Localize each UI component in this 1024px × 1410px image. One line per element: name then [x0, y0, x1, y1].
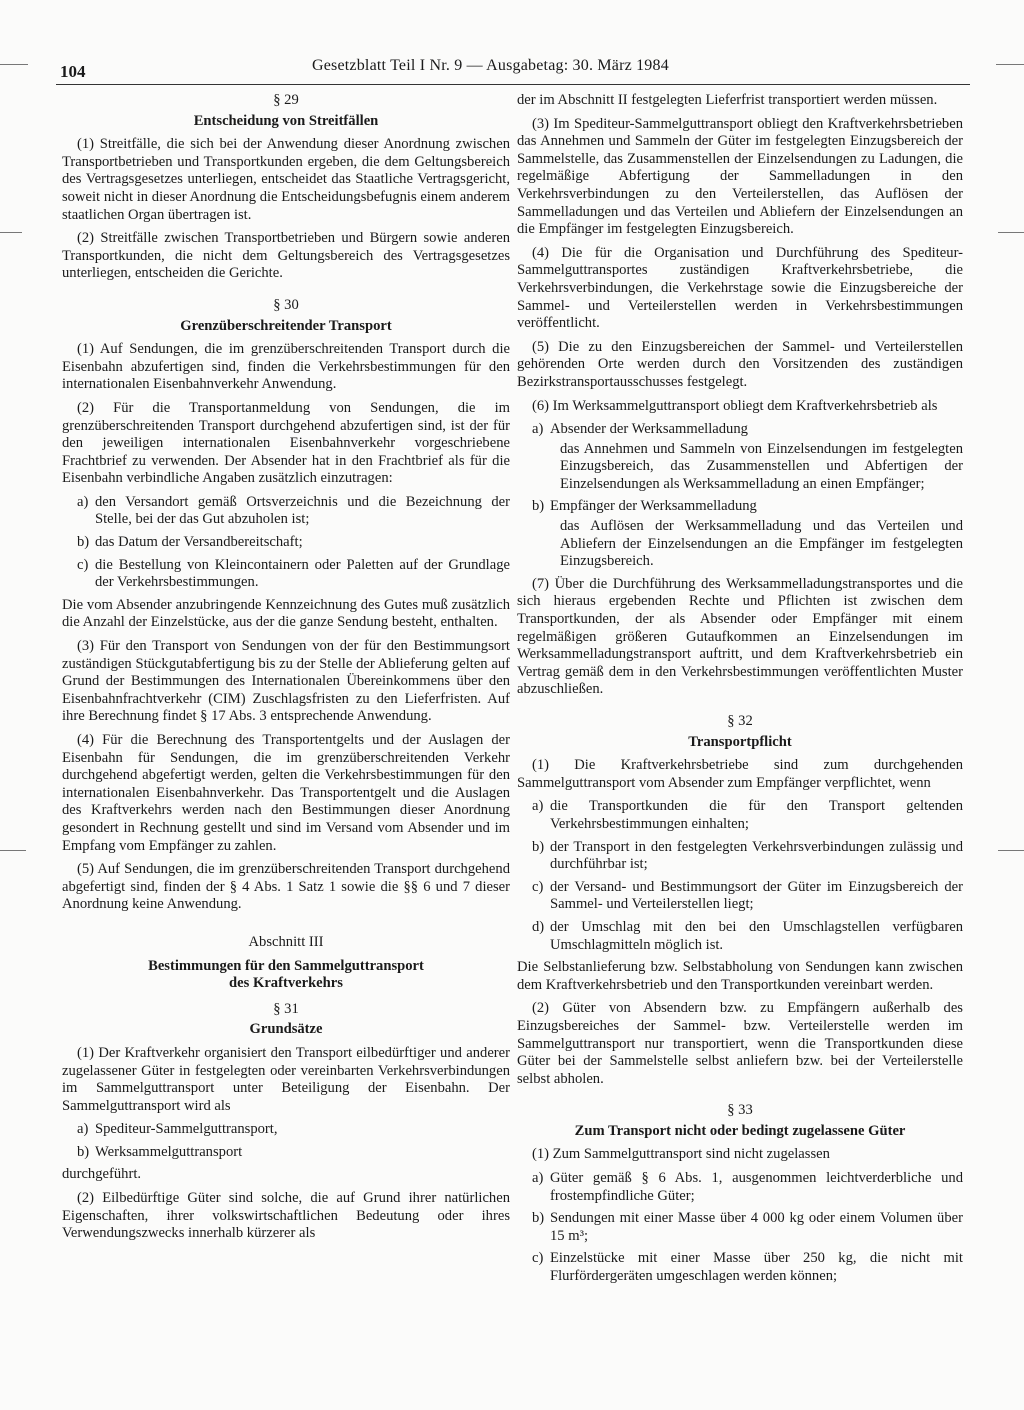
list-marker: b): [532, 1210, 545, 1227]
list-text: Werksammelguttransport: [95, 1143, 243, 1160]
list-text: die Bestellung von Kleincontainern oder Paletten auf der Grundlage der Verkehrsbestimmungen.: [95, 556, 510, 591]
scan-edge-mark: [998, 232, 1024, 233]
section-number: § 32: [727, 713, 753, 729]
list-marker: b): [77, 534, 90, 551]
list-item: [517, 1170, 963, 1205]
section-heading: Grundsätze: [249, 1021, 323, 1038]
section-heading: Zum Transport nicht oder bedingt zugelassene Güter: [574, 1122, 906, 1139]
section-number: § 29: [273, 92, 299, 108]
paragraph: (1) Die Kraftverkehrsbetriebe sind zum durchgehenden Sammelguttransport vom Absender zum Empfänger verpflichtet, wenn: [517, 757, 963, 791]
list-text: Sendungen mit einer Masse über 4 000 kg oder einem Volumen über 15 m³;: [550, 1210, 963, 1244]
section-number: § 33: [727, 1102, 753, 1119]
paragraph: (1) Der Kraftverkehr organisiert den Transport eilbedürftiger und anderer zugelassener Güter in festgelegten oder vereinbarten Verkehrsverbindungen im Sammelguttransport unter Beteiligung der Eisenbahn. Der Sammelguttransport wird als: [62, 1044, 510, 1114]
section-heading: Entscheidung von Streitfällen: [193, 112, 379, 129]
paragraph: (4) Die für die Organisation und Durchführung des Spediteur-Sammelguttransportes zuständigen Kraftverkehrsbetriebe, die Verkehrsverbindungen, die Verkehrstage sowie die Einzugsbereiche der Sammel- und Verteilerstellen werden in Verkehrsbestimmungen veröffentlicht.: [517, 244, 963, 332]
page-number: 104: [60, 62, 86, 81]
list-text: den Versandort gemäß Ortsverzeichnis und die Bezeichnung der Stelle, bei der das Gut abzuholen ist;: [95, 493, 510, 528]
list-marker: b): [532, 838, 545, 855]
list-item: [62, 1121, 510, 1139]
list-item: [517, 421, 963, 439]
list-item: [62, 1144, 510, 1162]
scan-edge-mark: [0, 64, 28, 65]
list-marker: b): [532, 498, 545, 515]
list-item: [62, 557, 510, 592]
list-marker: a): [532, 1170, 544, 1187]
scan-edge-mark: [996, 64, 1024, 65]
list-marker: c): [532, 1250, 544, 1267]
list-item: [517, 798, 963, 833]
list-item: [517, 1210, 963, 1245]
paragraph: (5) Die zu den Einzugsbereichen der Sammel- und Verteilerstellen gehörenden Orte werden durch den Vorsitzenden des zuständigen Bezirkstransportausschusses festgelegt.: [517, 338, 963, 390]
list-text: der Umschlag mit den bei den Umschlagstellen verfügbaren Umschlagmitteln möglich ist.: [550, 918, 963, 953]
paragraph: (4) Für die Berechnung des Transportentgelts und der Auslagen der Eisenbahn für Sendungen, die im grenzüberschreitenden Verkehr durchgehend abgefertigt werden, gelten die Verkehrsbestimmungen für den internationalen Eisenbahnverkehr. Das Transportentgelt und die Auslagen des Kraftverkehrs werden nach den Bestimmungen dieser Anordnung gesondert in Rechnung gestellt und sind im Versand vom Absender und im Empfang vom Empfänger zu zahlen.: [62, 732, 510, 854]
paragraph: (5) Auf Sendungen, die im grenzüberschreitenden Transport durchgehend abgefertigt sind, finden der § 4 Abs. 1 Satz 1 sowie die §§ 6 und 7 dieser Anordnung keine Anwendung.: [62, 861, 510, 913]
part-heading: des Kraftverkehrs: [229, 975, 343, 992]
section-heading: Grenzüberschreitender Transport: [180, 317, 392, 334]
section-number: § 30: [273, 296, 299, 313]
paragraph: (1) Streitfälle, die sich bei der Anwendung dieser Anordnung zwischen Transportbetrieben und Transportkunden ergeben, die dem Geltungsbereich des Vertragsgesetzes unterliegen, entscheidet das Staatliche Vertragsgericht, soweit nicht in dieser Anordnung die Entscheidungsbefugnis einem anderem staatlichen Organ übertragen ist.: [62, 136, 510, 223]
paragraph: (2) Güter von Absendern bzw. zu Empfängern außerhalb des Einzugsbereiches der Sammel- bzw. Verteilerstelle werden im Sammelguttransport nur transportiert, wenn die Transportkunden diese Güter bei der Sammelstelle selbst anliefern bzw. bei der Verteilerstelle selbst abholen.: [517, 1000, 963, 1087]
list-subtext: das Auflösen der Werksammelladung und das Verteilen und Abliefern der Einzelsendungen an die Empfänger im festgelegten Einzugsbereich.: [560, 518, 963, 570]
scan-edge-mark: [0, 232, 22, 233]
list-text: Einzelstücke mit einer Masse über 250 kg, die nicht mit Flurfördergeräten umgeschlagen werden können;: [550, 1250, 963, 1285]
list-text: Güter gemäß § 6 Abs. 1, ausgenommen leichtverderbliche und frostempfindliche Güter;: [550, 1170, 963, 1204]
paragraph: Die vom Absender anzubringende Kennzeichnung des Gutes muß zusätzlich die Anzahl der Einzelstücke, aus der die ganze Sendung besteht, enthalten.: [62, 596, 510, 631]
list-text: Empfänger der Werksammelladung: [550, 498, 757, 515]
scan-edge-mark: [0, 850, 26, 851]
list-text: der Versand- und Bestimmungsort der Güter im Einzugsbereich der Sammel- und Verteilerstellen liegt;: [550, 878, 963, 913]
paragraph: (6) Im Werksammelguttransport obliegt dem Kraftverkehrsbetrieb als: [532, 397, 938, 414]
section-number: § 31: [273, 1000, 299, 1017]
paragraph: durchgeführt.: [62, 1166, 142, 1183]
list-marker: c): [77, 556, 89, 573]
paragraph: der im Abschnitt II festgelegten Lieferfrist transportiert werden müssen.: [517, 92, 938, 108]
left-column: [62, 92, 510, 1249]
list-text: der Transport in den festgelegten Verkehrsverbindungen zulässig und durchführbar ist;: [550, 838, 963, 873]
list-item: [517, 498, 963, 516]
list-item: [517, 919, 963, 954]
list-marker: d): [532, 918, 545, 935]
list-text: Spediteur-Sammelguttransport,: [95, 1121, 278, 1138]
list-text: Absender der Werksammelladung: [550, 421, 748, 438]
list-marker: c): [532, 878, 544, 895]
list-text: die Transportkunden die für den Transport geltenden Verkehrsbestimmungen einhalten;: [550, 798, 963, 832]
paragraph: (1) Auf Sendungen, die im grenzüberschreitenden Transport durch die Eisenbahn abzufertigen sind, finden die Verkehrsbestimmungen für den internationalen Eisenbahnverkehr Anwendung.: [62, 341, 510, 393]
paragraph: (2) Für die Transportanmeldung von Sendungen, die im grenzüberschreitenden Transport durchgehend abzufertigen sind, ist der für den jeweiligen internationalen Eisenbahnverkehr vorgeschriebene Frachtbrief zu verwenden. Der Absender hat in den Frachtbrief als für die Eisenbahn verbindliche Angaben zusätzlich einzutragen:: [62, 399, 510, 487]
paragraph: (3) Im Spediteur-Sammelguttransport obliegt den Kraftverkehrsbetrieben das Annehmen und Sammeln der Güter im festgelegten Einzugsbereich der Sammelstelle, das Zusammenstellen der Einzelsendungen zu Ladungen, die regelmäßige Abfertigung der Sammelladungen in den Verkehrsverbindungen zu den Verteilerstellen, das Auflösen der Sammelladungen und das Verteilen und Abliefern der Einzelsendungen an die Empfänger im festgelegten Einzugsbereich.: [517, 115, 963, 238]
list-item: [62, 534, 510, 552]
list-item: [62, 494, 510, 529]
part-label: Abschnitt III: [248, 933, 324, 950]
paragraph: (7) Über die Durchführung des Werksammelladungstransportes und die sich hieraus ergebenden Rechte und Pflichten ist zwischen dem Transportkunden, der als Absender oder Empfänger mit einem regelmäßigen größeren Gutaufkommen an Einzelsendungen im Werksammelladungstransport auftritt, und dem Kraftverkehrsbetrieb ein Vertrag gemäß dem in den Verkehrsbestimmungen veröffentlichten Muster abzuschließen.: [517, 575, 963, 698]
list-marker: a): [77, 493, 89, 510]
paragraph: (2) Streitfälle zwischen Transportbetrieben und Bürgern sowie anderen Transportkunden, die nicht dem Geltungsbereich des Vertragsgesetzes unterliegen, entscheiden die Gerichte.: [62, 230, 510, 282]
list-marker: a): [532, 421, 544, 438]
list-text: das Datum der Versandbereitschaft;: [95, 534, 303, 551]
paragraph: (3) Für den Transport von Sendungen von der für den Bestimmungsort zuständigen Stückgutabfertigung bis zu der Stelle der Ablieferung gelten auf Grund der Bestimmungen des Internationalen Übereinkommens über den Eisenbahnfrachtverkehr (CIM) Zuschlagsfristen zu den Lieferfristen. Auf ihre Berechnung findet § 17 Abs. 3 entsprechende Anwendung.: [62, 638, 510, 725]
paragraph: (1) Zum Sammelguttransport sind nicht zugelassen: [532, 1146, 830, 1163]
list-marker: a): [532, 798, 544, 815]
right-column: [517, 92, 963, 1291]
part-heading: Bestimmungen für den Sammelguttransport: [148, 957, 424, 974]
paragraph: (2) Eilbedürftige Güter sind solche, die auf Grund ihrer natürlichen Eigenschaften, ihrer volkswirtschaftlichen Bedeutung oder ihres Verwendungszwecks innerhalb kürzerer als: [62, 1190, 510, 1242]
list-subtext: das Annehmen und Sammeln von Einzelsendungen im festgelegten Einzugsbereich, das Zusammenstellen und Abfertigen der Einzelsendungen als Werksammelladung an einen Empfänger;: [560, 440, 963, 492]
scan-edge-mark: [998, 850, 1024, 851]
paragraph: Die Selbstanlieferung bzw. Selbstabholung von Sendungen kann zwischen dem Kraftverkehrsbetrieb und den Transportkunden vereinbart werden.: [517, 959, 963, 993]
list-item: [517, 1250, 963, 1285]
list-item: [517, 839, 963, 874]
list-item: [517, 879, 963, 914]
section-heading: Transportpflicht: [688, 733, 792, 750]
header-rule: [56, 84, 970, 85]
running-header: Gesetzblatt Teil I Nr. 9 — Ausgabetag: 30. März 1984: [312, 57, 669, 74]
list-marker: b): [77, 1143, 90, 1160]
list-marker: a): [77, 1121, 89, 1138]
